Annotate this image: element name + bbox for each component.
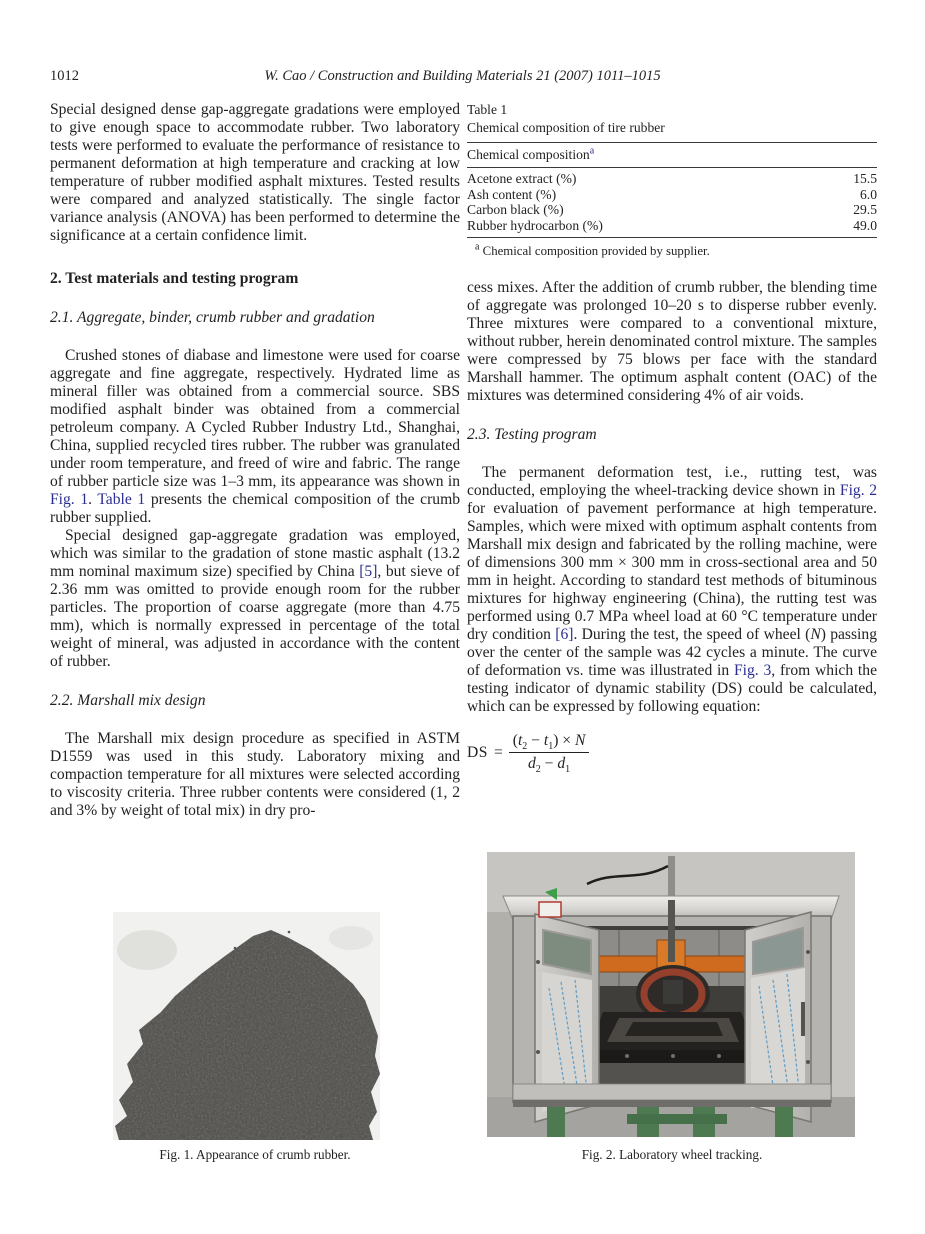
eq-text: t [543, 732, 549, 750]
right-column [467, 101, 877, 776]
door-handle [801, 1002, 805, 1036]
link-fig2[interactable]: Fig. 2 [839, 482, 877, 500]
equals-sign: = [493, 743, 503, 761]
table-title: Chemical composition of tire rubber [467, 120, 665, 135]
link-fig3[interactable]: Fig. 3 [733, 662, 772, 680]
section-heading-2: 2. Test materials and testing program [50, 270, 299, 287]
table-row [467, 187, 877, 203]
table-footnote-marker[interactable]: a [589, 145, 595, 157]
paragraph-text: Special designed gap-aggregate gradation was employed, which was similar to the gradation of stone mastic asphalt (13.2 mm nominal maximum size) specified by China [50, 527, 460, 580]
table-header [467, 142, 877, 168]
footnote-text: Chemical composition provided by supplier. [479, 244, 710, 259]
equation-lhs: DS [467, 743, 488, 761]
page-number: 1012 [50, 68, 79, 84]
paragraph: Special designed dense gap-aggregate gradations were employed to give enough space to accommodate rubber. Two laboratory tests were performed to evaluate the performance of resistance to permanent deformation at high temperature and cracking at low temperature of rubber modified asphalt mixtures. Tested results were compared and analyzed statistically. The single factor variance analysis (ANOVA) has been performed to determine the significance at a certain confidence limit. [50, 101, 460, 244]
eq-text: d [527, 755, 536, 773]
table-label: Table 1 [467, 102, 508, 117]
row-label: Rubber hydrocarbon (%) [467, 217, 603, 233]
section-heading-2-1: 2.1. Aggregate, binder, crumb rubber and gradation [50, 309, 375, 326]
equation-fraction [509, 732, 590, 776]
link-fig1[interactable]: Fig. 1 [50, 491, 89, 508]
eq-sub: 2 [535, 764, 541, 776]
paragraph-text: . [88, 491, 98, 508]
table-body [467, 168, 877, 238]
footnote-marker: a [475, 242, 480, 254]
paragraph-text: The permanent deformation test, i.e., rutting test, was conducted, employing the wheel-tracking device shown in [467, 464, 877, 500]
paragraph [50, 347, 460, 527]
section-heading-2-2: 2.2. Marshall mix design [50, 692, 206, 709]
loading-rod [668, 856, 675, 900]
table-header-text: Chemical composition [467, 147, 590, 162]
link-table1[interactable]: Table 1 [97, 491, 146, 508]
row-label: Carbon black (%) [467, 202, 564, 218]
equation-dynamic-stability [467, 732, 877, 776]
eq-sub: 2 [522, 741, 528, 753]
specimen-mold [589, 1012, 757, 1063]
row-label: Ash content (%) [467, 186, 557, 202]
eq-sub: 1 [565, 764, 571, 776]
paragraph-text: Crushed stones of diabase and limestone were used for coarse aggregate and fine aggregate, respectively. Hydrated lime as mineral filler was obtained from a commercial source. SBS modified asphalt binder was obtained from a commercial petroleum company. A Cycled Rubber Industry Ltd., Shanghai, China, supplied recycled tires rubber. The rubber was granulated under room temperature, and freed of wire and fabric. The range of rubber particle size was 1–3 mm, its appearance was shown in [50, 347, 460, 490]
link-ref6[interactable]: [6] [555, 626, 574, 644]
figure-1-crumb-rubber-photo [113, 912, 380, 1140]
row-label: Acetone extract (%) [467, 171, 577, 186]
table-row [467, 202, 877, 218]
eq-sub: 1 [548, 741, 554, 753]
link-ref5[interactable]: [5] [359, 563, 378, 580]
warning-sticker [539, 902, 561, 917]
paragraph-text: , but sieve of 2.36 mm was omitted to provide enough room for the rubber particles. The proportion of coarse aggregate (more than 4.75 mm), which is normally expressed in percentage of the total weight of mineral, was adjusted in accordance with the content of rubber. [50, 563, 460, 670]
table-row [467, 218, 877, 234]
paragraph [467, 464, 877, 716]
table-row [467, 171, 877, 187]
paragraph-text: presents the chemical composition of the crumb rubber supplied. [50, 491, 460, 526]
row-value: 6.0 [860, 186, 877, 202]
paragraph-text: , from which the testing indicator of dynamic stability (DS) could be calculated, which can be expressed by following equation: [467, 662, 877, 716]
eq-text: − [540, 755, 558, 773]
eq-text: d [557, 755, 566, 773]
paragraph-text: for evaluation of pavement performance at high temperature. Samples, which were mixed with optimum asphalt contents from Marshall mix design and fabricated by the rolling machine, were of dimensions 300 mm × 300 mm in cross-sectional area and 50 mm in height. According to standard test methods of bituminous mixtures for highway engineering (China), the rutting test was performed using 0.7 MPa wheel load at 60 °C temperature under dry condition [467, 500, 877, 644]
row-value: 15.5 [853, 171, 877, 186]
paragraph-text: ) passing over the center of the sample was 42 cycles a minute. The curve of deformation vs. time was illustrated in [467, 626, 877, 680]
wheel-tracking-photo [487, 852, 855, 1137]
eq-text: ( [512, 732, 518, 750]
section-heading-2-3: 2.3. Testing program [467, 426, 597, 444]
figure-2-wheel-tracking-photo [487, 852, 855, 1137]
eq-text: N [575, 732, 586, 750]
paragraph-text: . During the test, the speed of wheel ( [573, 626, 811, 644]
table-footnote [467, 243, 877, 260]
table-1 [467, 101, 877, 260]
eq-text: ) × [553, 732, 576, 750]
fraction-denominator [509, 752, 590, 776]
eq-text: t [517, 732, 523, 750]
fraction-numerator [509, 732, 590, 752]
paragraph: cess mixes. After the addition of crumb rubber, the blending time of aggregate was prolonged 10–20 s to disperse rubber evenly. Three mixtures were compared to a conventional mixture, without rubber, herein denominated control mixture. The samples were compressed by 75 blows per face with the standard Marshall hammer. The optimum asphalt content (OAC) of the mixtures was determined considering 4% of air voids. [467, 279, 877, 405]
paragraph [50, 527, 460, 671]
crumb-rubber-photo [113, 912, 380, 1140]
paragraph: The Marshall mix design procedure as specified in ASTM D1559 was used in this study. Laboratory mixing and compaction temperature for all mixtures were selected according to viscosity criteria. Three rubber contents were considered (1, 2 and 3% by weight of total mix) in dry pro- [50, 730, 460, 819]
variable-N: N [810, 626, 821, 644]
running-head: W. Cao / Construction and Building Materials 21 (2007) 1011–1015 [264, 68, 661, 84]
row-value: 29.5 [853, 202, 877, 218]
row-value: 49.0 [853, 217, 877, 233]
left-column [50, 101, 460, 820]
eq-text: − [527, 732, 544, 750]
figure-1-caption: Fig. 1. Appearance of crumb rubber. [159, 1147, 351, 1162]
figure-2-caption: Fig. 2. Laboratory wheel tracking. [581, 1147, 763, 1162]
